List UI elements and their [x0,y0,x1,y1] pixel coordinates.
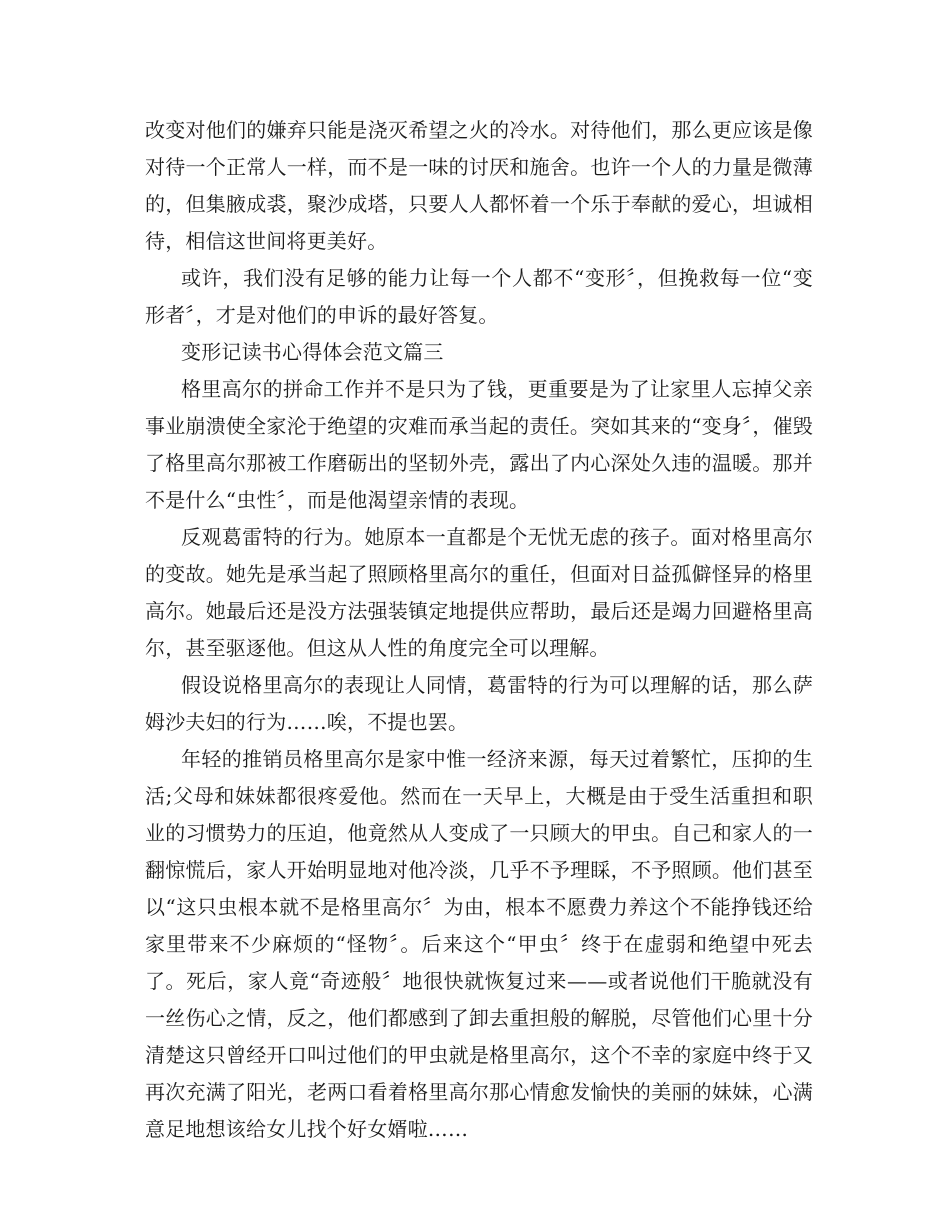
document-body [145,112,813,1148]
paragraph-samsa-parents: 假设说格里高尔的表现让人同情，葛雷特的行为可以理解的话，那么萨姆沙夫妇的行为……唉，不提也罢。 [145,673,813,734]
paragraph-grete-behavior: 反观葛雷特的行为。她原本一直都是个无忧无虑的孩子。面对格里高尔的变故。她先是承当起了照顾格里高尔的重任，但面对日益孤僻怪异的格里高尔。她最后还是没方法强装镇定地提供应帮助，最后还是竭力回避格里高尔，甚至驱逐他。但这从人性的角度完全可以理解。 [145,525,813,660]
paragraph-rescue-transformed: 或许，我们没有足够的能力让每一个人都不“变形〞，但挽救每一位“变形者〞，才是对他们的申诉的最好答复。 [145,266,813,327]
paragraph-intro-continuation: 改变对他们的嫌弃只能是浇灭希望之火的冷水。对待他们，那么更应该是像对待一个正常人一样，而不是一味的讨厌和施舍。也许一个人的力量是微薄的，但集腋成裘，聚沙成塔，只要人人都怀着一个乐于奉献的爱心，坦诚相待，相信这世间将更美好。 [145,118,813,253]
paragraph-story-summary: 年轻的推销员格里高尔是家中惟一经济来源，每天过着繁忙，压抑的生活;父母和妹妹都很疼爱他。然而在一天早上，大概是由于受生活重担和职业的习惯势力的压迫，他竟然从人变成了一只顾大的甲虫。自己和家人的一翻惊慌后，家人开始明显地对他冷淡，几乎不予理睬，不予照顾。他们甚至以“这只虫根本就不是格里高尔〞为由，根本不愿费力养这个不能挣钱还给家里带来不少麻烦的“怪物〞。后来这个“甲虫〞终于在虚弱和绝望中死去了。死后，家人竟“奇迹般〞地很快就恢复过来——或者说他们干脆就没有一丝伤心之情，反之，他们都感到了卸去重担般的解脱，尽管他们心里十分清楚这只曾经开口叫过他们的甲虫就是格里高尔，这个不幸的家庭中终于又再次充满了阳光，老两口看着格里高尔那心情愈发愉快的美丽的妹妹，心满意足地想该给女儿找个好女婿啦…… [145,747,813,1141]
section-heading-part-three: 变形记读书心得体会范文篇三 [181,340,444,364]
paragraph-gregor-work: 格里高尔的拼命工作并不是只为了钱，更重要是为了让家里人忘掉父亲事业崩溃使全家沦于绝望的灾难而承当起的责任。突如其来的“变身〞，催毁了格里高尔那被工作磨砺出的坚韧外壳，露出了内心深处久违的温暖。那并不是什么“虫性〞，而是他渴望亲情的表现。 [145,377,813,512]
